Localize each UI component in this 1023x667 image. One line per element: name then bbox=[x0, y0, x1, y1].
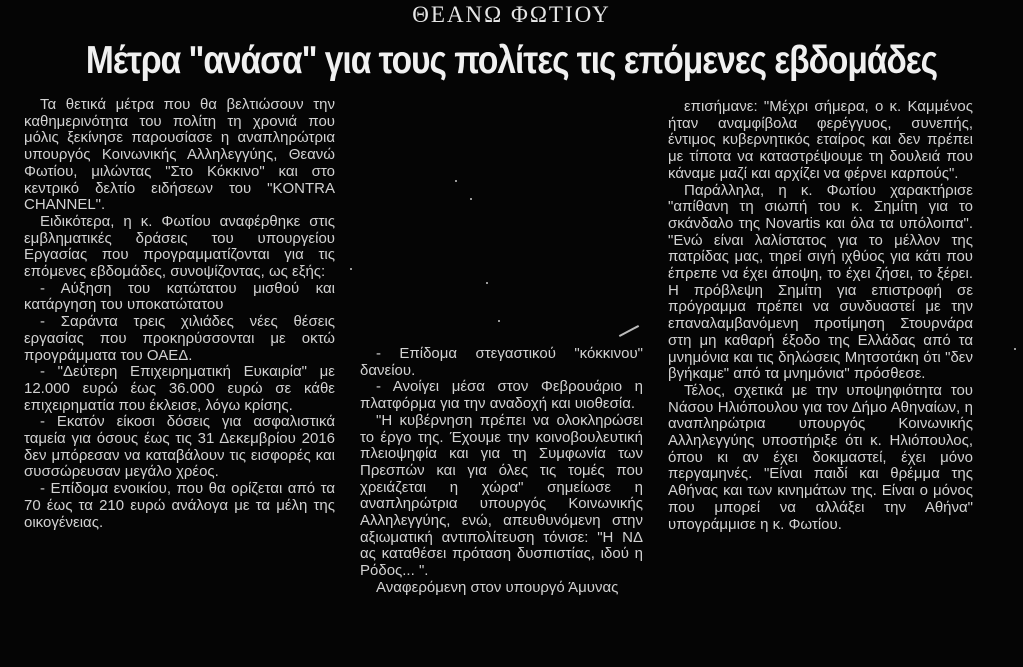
paragraph: - Εκατόν είκοσι δόσεις για ασφαλιστικά ταμεία για όσους έως τις 31 Δεκεμβρίου 2016 δεν μπόρεσαν να καταβάλουν τις εισφορές και συσσώρευσαν μεγάλο χρέος. bbox=[24, 413, 335, 481]
paragraph: Αναφερόμενη στον υπουργό Άμυνας bbox=[376, 578, 619, 596]
text-column-left bbox=[24, 97, 335, 531]
text-column-right bbox=[668, 99, 973, 533]
paragraph: - Αύξηση του κατώτατου μισθού και κατάργηση του υποκατώτατου bbox=[24, 279, 335, 314]
paragraph: Παράλληλα, η κ. Φωτίου χαρακτήρισε "απίθανη τη σιωπή του κ. Σημίτη για το σκάνδαλο της Novartis και όλα τα υπόλοιπα". "Ενώ είναι λαλίστατος για το μέλλον της πατρίδας μας, τηρεί σιγή ιχθύος για κάτι που έπρεπε να έχει άποψη, το έχει ζήσει, το ξέρει. Η πρόβλεψη Σημίτη για επιστροφή σε πρόγραμμα πρέπει να συνδυαστεί με την επαναλαμβανόμενη προτίμηση Στουρνάρα στη μη καθαρή έξοδο της Ελλάδας από τα μνημόνια και τις δηλώσεις Μητσοτάκη ότι "δεν βγήκαμε" από τα μνημόνια" πρόσθεσε. bbox=[668, 181, 973, 383]
scan-speck bbox=[486, 282, 488, 284]
scan-mark bbox=[619, 325, 639, 337]
paragraph: - Ανοίγει μέσα στον Φεβρουάριο η πλατφόρμα για την αναδοχή και υιοθεσία. bbox=[360, 378, 643, 413]
scan-speck bbox=[470, 198, 472, 200]
paragraph: Τα θετικά μέτρα που θα βελτιώσουν την καθημερινότητα του πολίτη τη χρονιά που μόλις ξεκίνησε παρουσίασε η αναπληρώτρια υπουργός Κοινωνικής Αλληλεγγύης, Θεανώ Φωτίου, μιλώντας "Στο Κόκκινο" και στο κεντρικό δελτίο ειδήσεων του "KONTRA CHANNEL". bbox=[24, 96, 335, 214]
paragraph: - "Δεύτερη Επιχειρηματική Ευκαιρία" με 12.000 ευρώ έως 36.000 ευρώ σε κάθε επιχειρηματία που έκλεισε, λόγω κρίσης. bbox=[24, 363, 335, 414]
paragraph: επισήμανε: "Μέχρι σήμερα, ο κ. Καμμένος ήταν αναμφίβολα φερέγγυος, συνεπής, έντιμος κυβερνητικός εταίρος και δεν πρέπει με τίποτα να καταστρέψουμε τη δουλειά που κάναμε μαζί και αρχίζει να φέρνει καρπούς". bbox=[668, 98, 973, 182]
author-byline: ΘΕΑΝΩ ΦΩΤΙΟΥ bbox=[412, 2, 611, 27]
scan-speck bbox=[455, 180, 457, 182]
text-column-middle bbox=[360, 346, 643, 597]
article-headline: Μέτρα "ανάσα" για τους πολίτες τις επόμενες εβδομάδες bbox=[85, 39, 938, 82]
scan-speck bbox=[1014, 348, 1016, 350]
scan-speck bbox=[498, 320, 500, 322]
paragraph: - Σαράντα τρεις χιλιάδες νέες θέσεις εργασίας που προκηρύσσονται με οκτώ προγράμματα του ΟΑΕΔ. bbox=[24, 313, 335, 364]
paragraph: Τέλος, σχετικά με την υποψηφιότητα του Νάσου Ηλιόπουλου για τον Δήμο Αθηναίων, η αναπληρώτρια υπουργός Κοινωνικής Αλληλεγγύης υποστήριξε ότι κ. Ηλιόπουλος, όπου κι αν έχει δοκιμαστεί, έχει μόνο περγαμηνές. "Είναι παιδί και θρέμμα της Αθήνας και των κινημάτων της. Είναι ο μόνος που μπορεί να αλλάξει την Αθήνα" υπογράμμισε η κ. Φωτίου. bbox=[668, 381, 973, 533]
paragraph: "Η κυβέρνηση πρέπει να ολοκληρώσει το έργο της. Έχουμε την κοινοβουλευτική πλειοψηφία και για τη Συμφωνία των Πρεσπών και για όλες τις τομές που χρειάζεται η χώρα" σημείωσε η αναπληρώτρια υπουργός Κοινωνικής Αλληλεγγύης, ενώ, απευθυνόμενη στην αξιωματική αντιπολίτευση τόνισε: "Η ΝΔ ας καταθέσει πρόταση δυσπιστίας, ιδού η Ρόδος... ". bbox=[360, 411, 643, 580]
paragraph: Ειδικότερα, η κ. Φωτίου αναφέρθηκε στις εμβληματικές δράσεις του υπουργείου Εργασίας που προγραμματίζονται για τις επόμενες εβδομάδες, συνοψίζοντας, ως εξής: bbox=[24, 212, 335, 281]
scan-speck bbox=[350, 268, 352, 270]
paragraph: - Επίδομα ενοικίου, που θα ορίζεται από τα 70 έως τα 210 ευρώ ανάλογα με τα μέλη της οικογένειας. bbox=[24, 480, 335, 531]
paragraph: - Επίδομα στεγαστικού "κόκκινου" δανείου. bbox=[360, 345, 643, 379]
